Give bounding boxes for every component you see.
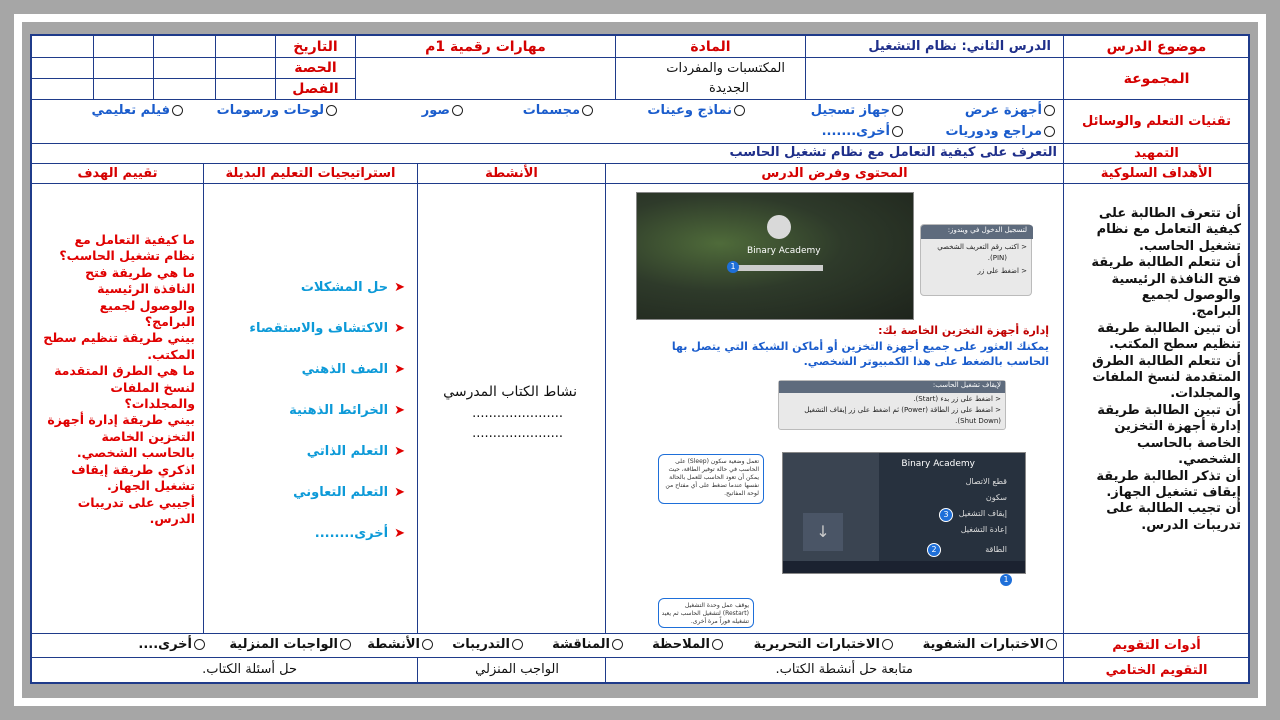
strategy-brainstorm: ➤الصف الذهني — [301, 362, 405, 377]
menu-user-name: Binary Academy — [901, 459, 975, 469]
subject-value-cell — [356, 36, 616, 58]
storage-title: إدارة أجهزة التخزين الخاصة بك: — [878, 324, 1049, 337]
objective-line: أن تبين الطالبة طريقة — [1097, 402, 1241, 418]
strategy-other: ➤أخرى........ — [314, 526, 405, 541]
shutdown-callout — [778, 380, 1006, 430]
assessment-homework[interactable]: الواجبات المنزلية — [229, 637, 351, 652]
objective-line: أن تجيب الطالبة على — [1106, 501, 1241, 517]
period-cell-2 — [154, 58, 216, 79]
assessment-label-cell — [1064, 634, 1250, 658]
strategies-header-cell — [204, 164, 418, 184]
activities-cell — [418, 184, 606, 634]
tool-option-models[interactable]: نماذج وعينات — [647, 103, 745, 118]
topic-label-cell — [1064, 36, 1250, 58]
menu-restart[interactable]: إعادة التشغيل — [960, 525, 1007, 534]
objectives-header: الأهداف السلوكية — [1100, 166, 1213, 181]
menu-disconnect[interactable]: قطع الاتصال — [965, 477, 1007, 486]
period-cell-4 — [32, 58, 94, 79]
arrow-icon: ➤ — [394, 485, 405, 500]
objective-line: والمجلدات. — [1170, 386, 1241, 402]
evaluation-line: تشغيل الجهاز. — [107, 478, 195, 494]
objective-line: إيقاف تشغيل الجهاز. — [1106, 484, 1241, 500]
assessment-written[interactable]: الاختبارات التحريرية — [754, 637, 893, 652]
date-cell-3 — [94, 36, 154, 58]
strategy-mind-maps: ➤الخرائط الذهنية — [289, 403, 405, 418]
group-value-cell — [806, 58, 1064, 100]
restart-callout — [658, 598, 754, 628]
tool-option-images[interactable]: صور — [422, 103, 463, 118]
restart-callout-text: يوقف عمل وحدة التشغيل (Restart) لتشغيل الحاسب ثم يعيد تشغيله فوراً مرة أخرى. — [661, 602, 749, 625]
radio-icon — [452, 105, 463, 116]
final-label: التقويم الختامي — [1105, 663, 1208, 678]
evaluation-line: بيني طريقة تنظيم سطح — [43, 330, 195, 346]
shutdown-step1: < اضغط على زر بدء (Start). — [913, 395, 1001, 403]
arrow-icon: ➤ — [394, 444, 405, 459]
user-avatar-icon — [767, 215, 791, 239]
sleep-callout-text: تعمل وضعية سكون (Sleep) على الحاسب في حالة توفير الطاقة، حيث يمكن أن تعود الحاسب للعمل بالحالة نفسها عندما تضغط على أي مفتاح من لوحة المفاتيح. — [665, 458, 759, 497]
activities-line1: نشاط الكتاب المدرسي — [443, 384, 577, 400]
tools-label: تقنيات التعلم والوسائل — [1081, 114, 1232, 129]
objective-line: المتقدمة لنسخ الملفات — [1092, 370, 1241, 386]
class-cell-1 — [216, 79, 276, 100]
homework-label: الواجب المنزلي — [475, 662, 559, 677]
subject-label: المادة — [690, 39, 731, 55]
taskbar — [783, 561, 1026, 574]
date-label-cell — [276, 36, 356, 58]
group-label: المجموعة — [1123, 71, 1190, 87]
date-cell-2 — [154, 36, 216, 58]
tool-option-projector[interactable]: أجهزة عرض — [965, 103, 1055, 118]
login-callout-title: لتسجيل الدخول في ويندوز: — [947, 226, 1027, 234]
tool-option-solids[interactable]: مجسمات — [523, 103, 593, 118]
radio-icon — [326, 105, 337, 116]
content-cell — [606, 184, 1064, 634]
objective-line: أن تذكر الطالبة طريقة — [1096, 468, 1241, 484]
login-step1b: (PIN). — [987, 254, 1007, 262]
storage-line2: الحاسب بالضغط على هذا الكمبيوتر الشخصي. — [803, 355, 1049, 368]
tools-options-cell — [32, 100, 1064, 144]
radio-icon — [1044, 105, 1055, 116]
objective-line: البرامج. — [1191, 304, 1241, 320]
lesson-title: الدرس الثاني: نظام التشغيل — [868, 39, 1051, 54]
radio-icon — [422, 639, 433, 650]
period-label: الحصة — [294, 60, 337, 76]
objective-line: أن تتعرف الطالبة على — [1098, 206, 1241, 221]
strategies-header: استراتيجيات التعليم البديلة — [225, 166, 396, 181]
objective-line: أن تبين الطالبة طريقة — [1097, 320, 1241, 336]
arrow-icon: ➤ — [394, 526, 405, 541]
assessment-activities[interactable]: الأنشطة — [367, 637, 433, 652]
strategy-problem-solving: ➤حل المشكلات — [300, 280, 405, 295]
assessment-exercises[interactable]: التدريبات — [452, 637, 523, 652]
class-cell-2 — [154, 79, 216, 100]
vocab-label-line1: المكتسبات والمفردات — [666, 61, 785, 76]
evaluation-header-cell — [32, 164, 204, 184]
objectives-cell — [1064, 184, 1250, 634]
arrow-icon: ➤ — [394, 280, 405, 295]
objectives-header-cell — [1064, 164, 1250, 184]
class-label: الفصل — [292, 81, 339, 97]
strategy-cooperative: ➤التعلم التعاوني — [293, 485, 405, 500]
menu-sleep[interactable]: سكون — [985, 493, 1007, 502]
objective-line: والوصول لجميع — [1141, 288, 1241, 304]
activities-header: الأنشطة — [485, 166, 538, 181]
final-content: متابعة حل أنشطة الكتاب. — [775, 662, 913, 677]
radio-icon — [172, 105, 183, 116]
objective-line: أن تتعلم الطالبة طريقة — [1091, 255, 1241, 271]
class-label-cell — [276, 79, 356, 100]
tools-label-cell — [1064, 100, 1250, 144]
homework-label-cell — [418, 658, 606, 684]
tool-option-other[interactable]: أخرى....... — [822, 124, 903, 139]
menu-power[interactable]: الطاقة — [985, 545, 1007, 554]
evaluation-line: بالحاسب الشخصي. — [76, 445, 195, 461]
intro-text-cell — [32, 144, 1064, 164]
objective-line: إدارة أجهزة التخزين — [1114, 419, 1241, 435]
evaluation-line: ما كيفية التعامل مع — [74, 232, 195, 247]
class-cell-3 — [94, 79, 154, 100]
assessment-other[interactable]: أخرى.... — [138, 637, 205, 652]
radio-icon — [892, 105, 903, 116]
shutdown-step2: < اضغط على زر الطاقة (Power) ثم اضغط على زر إيقاف التشغيل — [804, 406, 1001, 414]
content-header: المحتوى وفرض الدرس — [761, 166, 908, 181]
arrow-icon: ➤ — [394, 321, 405, 336]
vocab-value-cell — [356, 58, 616, 100]
pin-field — [737, 265, 823, 271]
objective-line: فتح النافذة الرئيسية — [1111, 271, 1241, 287]
sleep-callout — [658, 454, 764, 504]
objective-line: الشخصي. — [1178, 452, 1241, 468]
assessment-label: أدوات التقويم — [1112, 638, 1201, 653]
date-cell-1 — [216, 36, 276, 58]
homework-value-cell — [32, 658, 418, 684]
evaluation-line: نظام تشغيل الحاسب؟ — [59, 248, 195, 264]
evaluation-list — [35, 232, 195, 527]
vocab-label-cell — [616, 58, 806, 100]
evaluation-cell — [32, 184, 204, 634]
evaluation-line: أجيبي على تدريبات — [77, 494, 195, 510]
evaluation-line: البرامج؟ — [144, 314, 195, 330]
objective-line: تنظيم سطح المكتب. — [1109, 337, 1241, 353]
evaluation-line: اذكري طريقة إيقاف — [71, 461, 195, 477]
tool-option-boards[interactable]: لوحات ورسومات — [217, 103, 337, 118]
period-cell-1 — [216, 58, 276, 79]
menu-shutdown[interactable]: إيقاف التشغيل — [958, 509, 1007, 518]
final-content-cell — [606, 658, 1064, 684]
login-step1: < اكتب رقم التعريف الشخصي — [937, 243, 1027, 251]
radio-icon — [734, 105, 745, 116]
lesson-plan-sheet — [30, 34, 1250, 684]
homework-value: حل أسئلة الكتاب. — [202, 662, 297, 677]
evaluation-line: ما هي الطرق المتقدمة — [54, 363, 195, 379]
login-screenshot — [636, 192, 914, 320]
evaluation-line: ما هي طريقة فتح — [85, 264, 195, 280]
activities-line3: ...................... — [472, 426, 563, 441]
objective-line: أن تتعلم الطالبة الطرق — [1092, 353, 1241, 369]
start-menu-screenshot — [782, 452, 1026, 574]
activities-line2: ...................... — [472, 406, 563, 421]
assessment-discussion[interactable]: المناقشة — [552, 637, 623, 652]
date-cell-4 — [32, 36, 94, 58]
period-label-cell — [276, 58, 356, 79]
tool-option-references[interactable]: مراجع ودوريات — [945, 124, 1055, 139]
radio-icon — [582, 105, 593, 116]
evaluation-line: لنسخ الملفات — [110, 379, 195, 395]
objectives-list — [1071, 206, 1241, 534]
class-cell-4 — [32, 79, 94, 100]
login-step2: < اضغط على زر — [977, 267, 1027, 275]
evaluation-line: والمجلدات؟ — [124, 396, 195, 412]
badge-2: 2 — [927, 543, 941, 557]
shutdown-step3: (Shut Down). — [955, 417, 1001, 425]
vocab-label-line2: الجديدة — [708, 81, 749, 96]
radio-icon — [194, 639, 205, 650]
strategy-self-learning: ➤التعلم الذاتي — [306, 444, 405, 459]
strategies-cell — [204, 184, 418, 634]
download-icon: ↓ — [803, 513, 843, 551]
radio-icon — [1046, 639, 1057, 650]
intro-text: التعرف على كيفية التعامل مع نظام تشغيل الحاسب — [729, 145, 1057, 160]
topic-label: موضوع الدرس — [1106, 39, 1207, 55]
group-label-cell — [1064, 58, 1250, 100]
tool-option-film[interactable]: فيلم تعليمي — [91, 103, 183, 118]
assessment-observation[interactable]: الملاحظة — [652, 637, 723, 652]
radio-icon — [512, 639, 523, 650]
shutdown-title: لإيقاف تشغيل الحاسب: — [932, 381, 1001, 389]
content-header-cell — [606, 164, 1064, 184]
subject-label-cell — [616, 36, 806, 58]
final-label-cell — [1064, 658, 1250, 684]
login-callout — [920, 224, 1032, 296]
assessment-options-cell — [32, 634, 1064, 658]
objective-line: الخاصة بالحاسب — [1137, 435, 1241, 451]
radio-icon — [892, 126, 903, 137]
assessment-oral[interactable]: الاختبارات الشفوية — [923, 637, 1057, 652]
radio-icon — [612, 639, 623, 650]
radio-icon — [712, 639, 723, 650]
evaluation-line: النافذة الرئيسية — [97, 281, 195, 297]
objective-line: تشغيل الحاسب. — [1139, 238, 1241, 254]
strategy-discovery: ➤الاكتشاف والاستقصاء — [249, 321, 405, 336]
radio-icon — [882, 639, 893, 650]
lesson-title-cell — [806, 36, 1064, 58]
radio-icon — [340, 639, 351, 650]
evaluation-line: المكتب. — [147, 346, 195, 362]
badge-start: 1 — [1000, 574, 1012, 586]
subject-value: مهارات رقمية 1م — [425, 39, 546, 55]
evaluation-line: والوصول لجميع — [99, 297, 195, 313]
badge-3: 3 — [939, 508, 953, 522]
date-label: التاريخ — [293, 39, 338, 55]
tool-option-recorder[interactable]: جهاز تسجيل — [811, 103, 903, 118]
login-user-name: Binary Academy — [747, 246, 821, 256]
radio-icon — [1044, 126, 1055, 137]
arrow-icon: ➤ — [394, 362, 405, 377]
evaluation-line: التخزين الخاصة — [101, 428, 195, 444]
badge-1: 1 — [727, 261, 739, 273]
intro-label: التمهيد — [1134, 146, 1179, 161]
objective-line: تدريبات الدرس. — [1141, 517, 1241, 533]
arrow-icon: ➤ — [394, 403, 405, 418]
objective-line: كيفية التعامل مع نظام — [1096, 222, 1241, 238]
evaluation-line: الدرس. — [149, 510, 195, 526]
evaluation-header: تقييم الهدف — [77, 166, 158, 181]
evaluation-line: بيني طريقة إدارة أجهزة — [47, 412, 195, 428]
storage-line1: يمكنك العثور على جميع أجهزة التخزين أو أماكن الشبكة التي يتصل بها — [671, 340, 1049, 353]
activities-header-cell — [418, 164, 606, 184]
period-cell-3 — [94, 58, 154, 79]
intro-label-cell — [1064, 144, 1250, 164]
